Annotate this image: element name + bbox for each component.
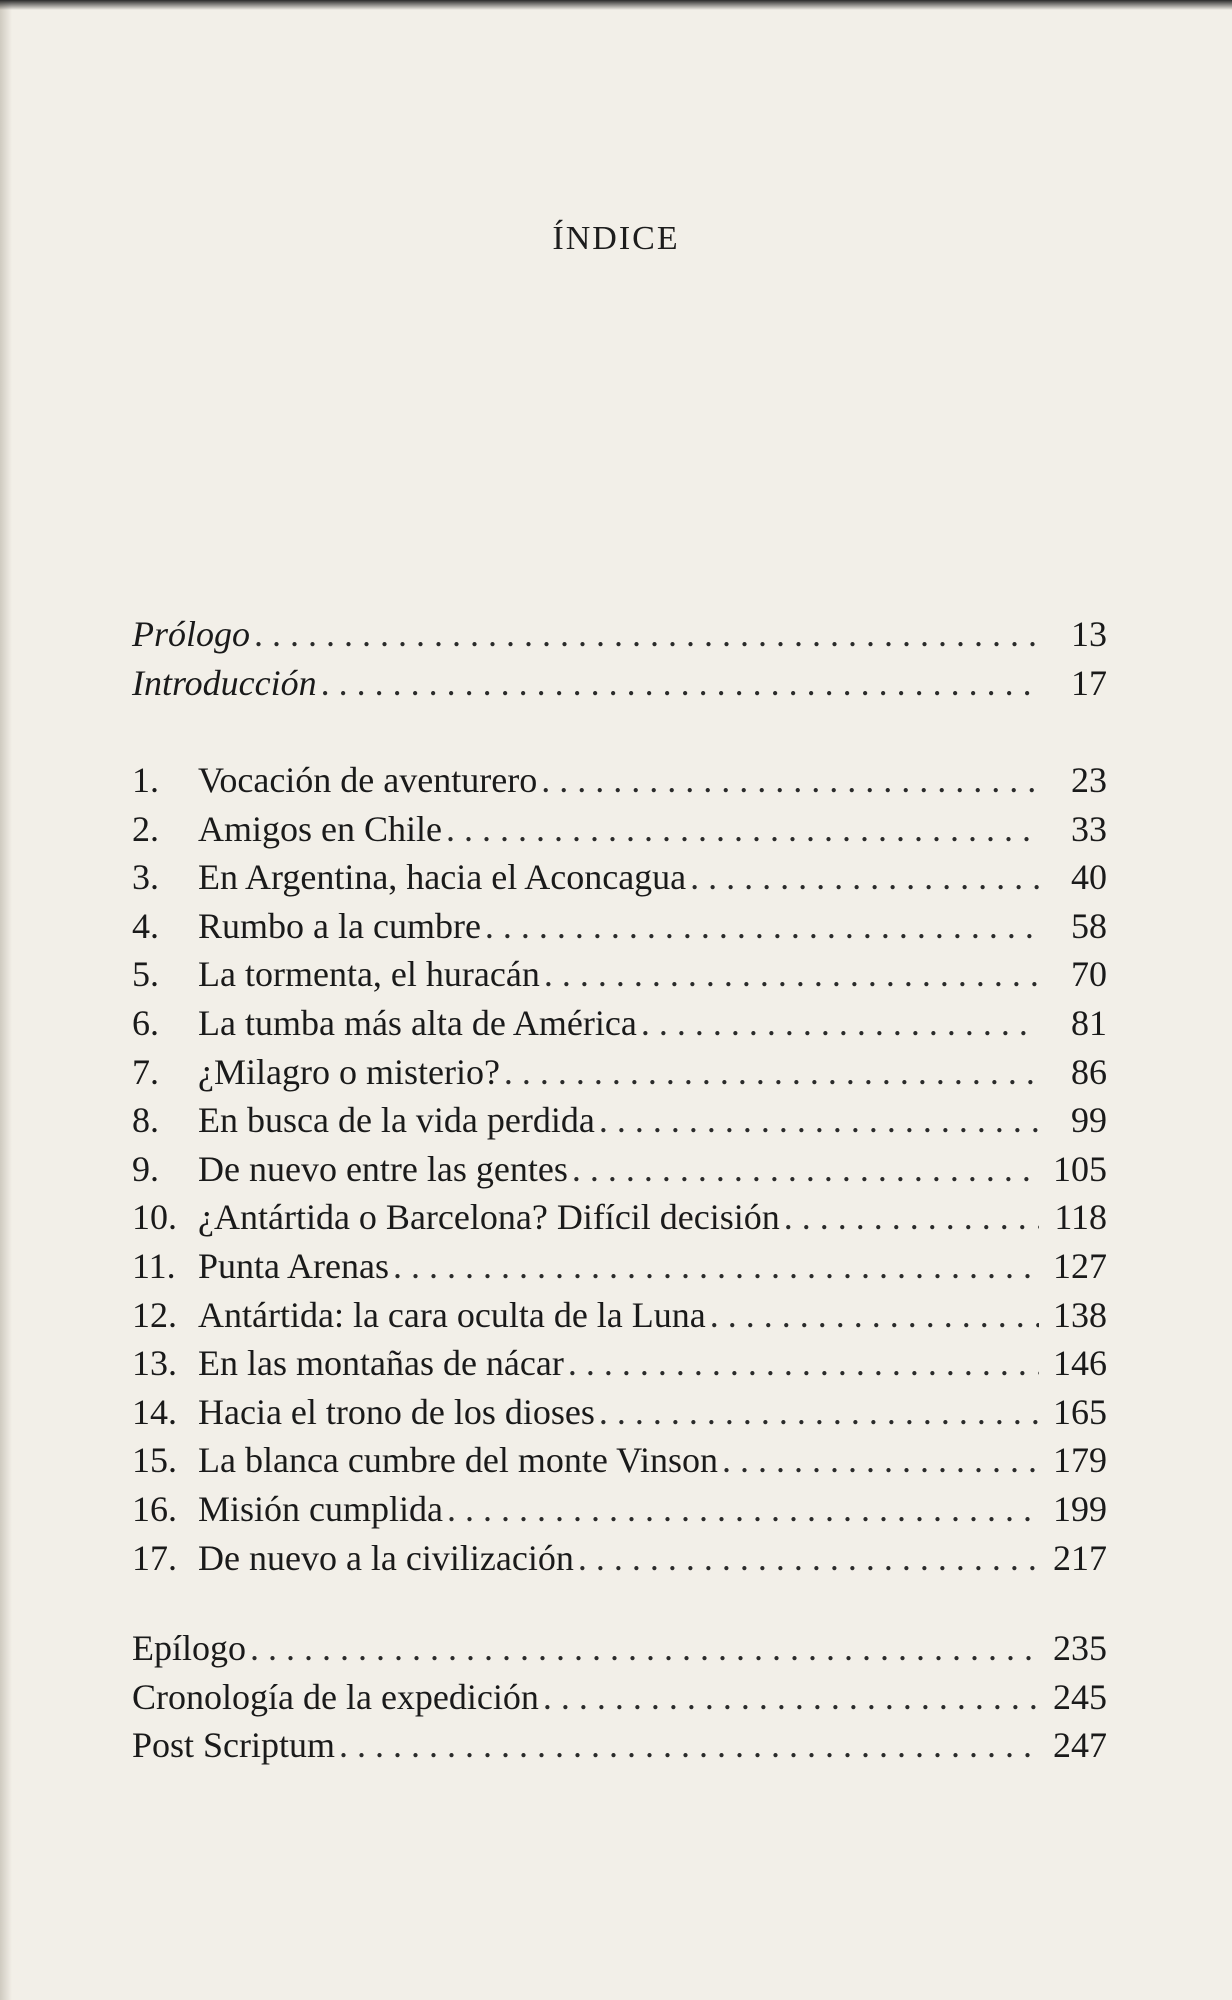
chapter-number: 1. bbox=[132, 760, 159, 800]
chapter-number: 13. bbox=[132, 1343, 177, 1384]
chapter-number: 10. bbox=[132, 1197, 177, 1238]
chapter-number: 11. bbox=[132, 1245, 176, 1286]
chapter-number: 9. bbox=[132, 1148, 159, 1189]
entry-label: En busca de la vida perdida bbox=[198, 1100, 595, 1141]
toc-entry bbox=[132, 1339, 1107, 1388]
entry-label: De nuevo a la civilización bbox=[198, 1537, 574, 1578]
entry-label: En las montañas de nácar bbox=[198, 1343, 564, 1384]
entry-page-number: 165 bbox=[1053, 1391, 1107, 1432]
toc-entry bbox=[132, 1145, 1107, 1194]
dot-leader bbox=[784, 1193, 1039, 1242]
entry-page-number: 138 bbox=[1053, 1294, 1107, 1335]
toc-entry bbox=[132, 1673, 1107, 1722]
page-title: ÍNDICE bbox=[552, 220, 680, 257]
chapter-number: 17. bbox=[132, 1537, 177, 1578]
toc-entry bbox=[132, 659, 1107, 708]
entry-page-number: 99 bbox=[1071, 1100, 1107, 1141]
dot-leader bbox=[710, 1291, 1039, 1340]
chapter-number: 7. bbox=[132, 1051, 159, 1092]
entry-label: Introducción bbox=[132, 662, 317, 703]
dot-leader bbox=[572, 1145, 1039, 1194]
chapter-number: 2. bbox=[132, 808, 159, 849]
toc-entry bbox=[132, 756, 1107, 805]
entry-label: Epílogo bbox=[132, 1628, 246, 1668]
toc-entry bbox=[132, 999, 1107, 1048]
entry-page-number: 86 bbox=[1071, 1051, 1107, 1092]
entry-label: ¿Antártida o Barcelona? Difícil decisión bbox=[198, 1197, 780, 1238]
dot-leader bbox=[393, 1242, 1039, 1291]
dot-leader bbox=[568, 1339, 1039, 1388]
dot-leader bbox=[541, 756, 1039, 805]
toc-entry bbox=[132, 1721, 1107, 1770]
dot-leader bbox=[599, 1096, 1039, 1145]
entry-page-number: 81 bbox=[1071, 1002, 1107, 1043]
toc-entry bbox=[132, 853, 1107, 902]
entry-label: Post Scriptum bbox=[132, 1725, 336, 1766]
entry-label: Prólogo bbox=[132, 614, 251, 654]
dot-leader bbox=[485, 902, 1039, 951]
toc-entry bbox=[132, 902, 1107, 951]
dot-leader bbox=[250, 1624, 1039, 1673]
toc-entry bbox=[132, 1388, 1107, 1437]
entry-page-number: 17 bbox=[1071, 662, 1107, 703]
entry-page-number: 199 bbox=[1053, 1488, 1107, 1529]
entry-page-number: 247 bbox=[1053, 1725, 1107, 1766]
entry-label: Antártida: la cara oculta de la Luna bbox=[198, 1294, 706, 1335]
entry-label: Cronología de la expedición bbox=[132, 1676, 539, 1717]
toc-entry bbox=[132, 1624, 1107, 1673]
chapter-number: 12. bbox=[132, 1294, 177, 1335]
dot-leader bbox=[447, 1485, 1039, 1534]
scan-top-border bbox=[0, 0, 1232, 10]
chapter-number: 6. bbox=[132, 1002, 159, 1043]
toc-entry bbox=[132, 1193, 1107, 1242]
toc-entry bbox=[132, 610, 1107, 659]
entry-page-number: 235 bbox=[1053, 1628, 1107, 1668]
entry-page-number: 105 bbox=[1053, 1148, 1107, 1189]
dot-leader bbox=[544, 950, 1039, 999]
chapter-list bbox=[132, 756, 1107, 1582]
toc-entry bbox=[132, 1436, 1107, 1485]
toc-entry bbox=[132, 1291, 1107, 1340]
entry-page-number: 127 bbox=[1053, 1245, 1107, 1286]
page-edge-shadow bbox=[0, 0, 12, 2000]
entry-page-number: 179 bbox=[1053, 1440, 1107, 1481]
chapter-number: 5. bbox=[132, 954, 159, 995]
dot-leader bbox=[339, 1721, 1039, 1770]
entry-page-number: 13 bbox=[1071, 614, 1107, 654]
chapter-number: 8. bbox=[132, 1100, 159, 1141]
entry-page-number: 146 bbox=[1053, 1343, 1107, 1384]
dot-leader bbox=[504, 1048, 1039, 1097]
front-matter-list bbox=[132, 610, 1107, 707]
entry-page-number: 245 bbox=[1053, 1676, 1107, 1717]
entry-label: De nuevo entre las gentes bbox=[198, 1148, 568, 1189]
entry-label: La tumba más alta de América bbox=[198, 1002, 637, 1043]
toc-entry bbox=[132, 1534, 1107, 1583]
entry-label: En Argentina, hacia el Aconcagua bbox=[198, 857, 687, 898]
entry-page-number: 23 bbox=[1071, 760, 1107, 800]
toc-entry bbox=[132, 1048, 1107, 1097]
entry-label: Punta Arenas bbox=[198, 1245, 389, 1286]
entry-label: Vocación de aventurero bbox=[198, 760, 538, 800]
toc-entry bbox=[132, 1096, 1107, 1145]
chapter-number: 15. bbox=[132, 1440, 177, 1481]
entry-page-number: 58 bbox=[1071, 905, 1107, 946]
back-matter-list bbox=[132, 1624, 1107, 1770]
toc-entry bbox=[132, 805, 1107, 854]
entry-page-number: 70 bbox=[1071, 954, 1107, 995]
toc-entry bbox=[132, 950, 1107, 999]
chapter-number: 14. bbox=[132, 1391, 177, 1432]
entry-label: ¿Milagro o misterio? bbox=[198, 1051, 500, 1092]
toc-entry bbox=[132, 1485, 1107, 1534]
dot-leader bbox=[690, 853, 1039, 902]
dot-leader bbox=[578, 1534, 1039, 1583]
entry-label: Hacia el trono de los dioses bbox=[198, 1391, 595, 1432]
dot-leader bbox=[543, 1673, 1039, 1722]
entry-page-number: 217 bbox=[1053, 1537, 1107, 1578]
entry-page-number: 118 bbox=[1054, 1197, 1107, 1238]
entry-page-number: 33 bbox=[1071, 808, 1107, 849]
toc-entry bbox=[132, 1242, 1107, 1291]
entry-page-number: 40 bbox=[1071, 857, 1107, 898]
chapter-number: 16. bbox=[132, 1488, 177, 1529]
dot-leader bbox=[641, 999, 1039, 1048]
dot-leader bbox=[599, 1388, 1039, 1437]
entry-label: Misión cumplida bbox=[198, 1488, 443, 1529]
entry-label: Rumbo a la cumbre bbox=[198, 905, 481, 946]
entry-label: Amigos en Chile bbox=[198, 808, 442, 849]
dot-leader bbox=[722, 1436, 1039, 1485]
chapter-number: 3. bbox=[132, 857, 159, 898]
entry-label: La blanca cumbre del monte Vinson bbox=[198, 1440, 719, 1481]
dot-leader bbox=[446, 805, 1039, 854]
chapter-number: 4. bbox=[132, 905, 159, 946]
dot-leader bbox=[321, 659, 1039, 708]
entry-label: La tormenta, el huracán bbox=[198, 954, 540, 995]
dot-leader bbox=[254, 610, 1039, 659]
